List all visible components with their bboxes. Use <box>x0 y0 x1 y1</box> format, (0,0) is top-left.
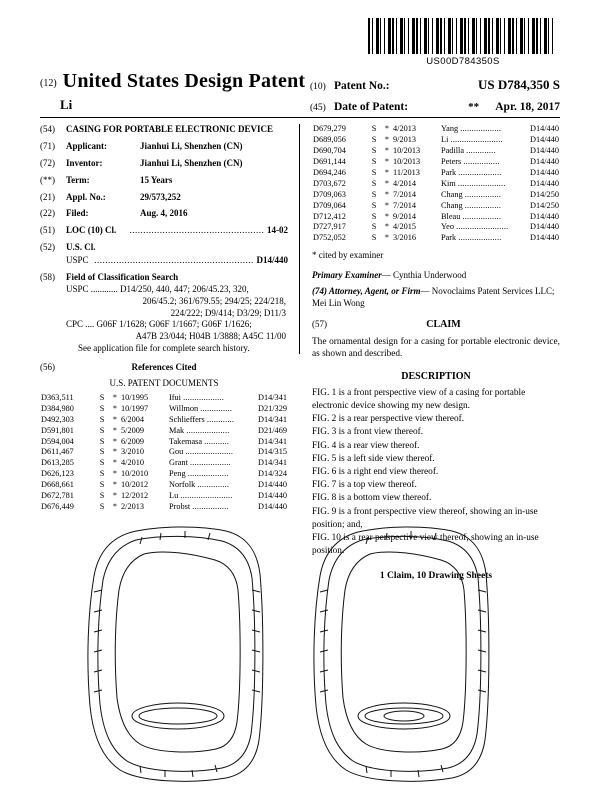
ref-date: 6/2009 <box>121 436 145 446</box>
references-table-right <box>312 124 560 244</box>
table-row <box>40 404 288 415</box>
date-stars: ** <box>468 101 480 113</box>
ref-date: 4/2013 <box>393 124 417 133</box>
table-row <box>312 201 560 212</box>
ref-kind: S <box>99 469 105 479</box>
ref-kind: S <box>99 458 105 468</box>
table-row <box>40 447 288 458</box>
figure-4: FIG. 4 is a rear view thereof. <box>312 440 420 451</box>
table-row <box>40 458 288 469</box>
field-tag: (21) <box>40 191 55 202</box>
figure-9: FIG. 9 is a front perspective view thereof, showing an in-use position; and, <box>312 506 538 530</box>
ref-date: 12/2012 <box>121 491 149 501</box>
ref-class: D14/341 <box>257 458 287 468</box>
field-value: 14-02 <box>267 225 288 236</box>
ref-date: 2/2013 <box>121 502 145 512</box>
ref-class: D14/440 <box>529 178 559 188</box>
ref-name-cell <box>168 458 244 469</box>
ref-kind: S <box>99 392 105 402</box>
ref-name-cell <box>168 426 244 437</box>
claim-count: 1 Claim, 10 Drawing Sheets <box>379 571 493 582</box>
ref-dots: ................ <box>192 502 229 512</box>
references-table-left <box>40 393 288 513</box>
ref-name: Park <box>441 233 457 243</box>
ref-star: * <box>112 425 118 435</box>
ref-name-cell <box>168 404 244 415</box>
field-tag: (54) <box>40 124 55 134</box>
page-title: United States Design Patent <box>62 70 306 92</box>
ref-name: Grant <box>169 458 188 468</box>
ref-star: * <box>384 178 390 188</box>
ref-dots: ............. <box>466 145 496 155</box>
claim-text: The ornamental design for a casing for portable electronic device, as shown and described. <box>312 336 560 360</box>
ref-date: 9/2014 <box>393 211 417 221</box>
ref-star: * <box>112 458 118 468</box>
ref-name: Li <box>441 134 449 144</box>
primary-examiner-label: Primary Examiner <box>312 270 382 281</box>
drawing-area <box>40 520 560 785</box>
ref-kind: S <box>99 425 105 435</box>
table-row <box>312 135 560 146</box>
table-row <box>312 146 560 157</box>
references-heading: References Cited <box>131 362 197 372</box>
search-note: See application file for complete search history. <box>78 343 250 354</box>
ref-class: D14/250 <box>529 189 559 199</box>
ref-date: 10/2012 <box>121 480 149 490</box>
ref-kind: S <box>371 178 377 188</box>
column-divider <box>299 124 300 354</box>
ref-class: D14/440 <box>529 233 559 243</box>
ref-star: * <box>112 403 118 413</box>
table-row <box>40 480 288 491</box>
figure-3: FIG. 3 is a front view thereof. <box>312 427 424 438</box>
field-value: Jianhui Li, Shenzhen (CN) <box>140 140 243 151</box>
field-value: CASING FOR PORTABLE ELECTRONIC DEVICE <box>66 124 274 134</box>
ref-patent: D694,246 <box>313 167 346 177</box>
ref-star: * <box>384 233 390 243</box>
ref-name-cell <box>440 124 516 135</box>
field-label: Applicant: <box>66 140 108 151</box>
ref-date: 10/1997 <box>121 403 149 413</box>
primary-examiner-value: — Cynthia Underwood <box>381 270 467 281</box>
ref-star: * <box>384 145 390 155</box>
attorney-label: (74) Attorney, Agent, or Firm <box>312 286 421 297</box>
figure-5: FIG. 5 is a left side view thereof. <box>312 453 435 464</box>
references-subheading: U.S. PATENT DOCUMENTS <box>109 377 219 388</box>
ref-patent: D668,661 <box>41 480 74 490</box>
ref-kind: S <box>371 189 377 199</box>
ref-name: Schlieffers <box>169 414 205 424</box>
ref-name-cell <box>440 212 516 223</box>
ref-dots: ....................... <box>456 222 509 232</box>
ref-patent: D363,511 <box>41 392 74 402</box>
field-label: LOC (10) Cl. <box>66 225 117 236</box>
inventor-short: Li <box>60 97 73 112</box>
ref-dots: ................ <box>463 156 500 166</box>
ref-dots: .................. <box>187 469 229 479</box>
ref-patent: D591,801 <box>41 425 74 435</box>
ref-dots: .................. <box>183 392 224 402</box>
ref-kind: S <box>371 211 377 221</box>
ref-date: 10/2010 <box>121 469 149 479</box>
search-cpc-line2: A47B 23/044; H04B 1/3888; A45C 11/00 <box>135 331 286 342</box>
ref-patent: D709,064 <box>313 200 346 210</box>
drawing-left-figure <box>88 527 263 781</box>
refs-right-body <box>312 124 560 244</box>
ref-name: Gou <box>169 447 184 457</box>
field-value: Jianhui Li, Shenzhen (CN) <box>140 157 243 168</box>
ref-date: 7/2014 <box>393 200 417 210</box>
ref-star: * <box>384 189 390 199</box>
field-appl-no <box>40 192 288 204</box>
drawing-right-figure <box>314 527 489 781</box>
ref-date: 6/2004 <box>121 414 145 424</box>
field-label: Inventor: <box>66 157 103 168</box>
ref-class: D14/341 <box>257 436 287 446</box>
field-label: Term: <box>66 174 90 185</box>
ref-date: 7/2014 <box>393 189 417 199</box>
ref-patent: D703,672 <box>313 178 346 188</box>
ref-date: 5/2009 <box>121 425 145 435</box>
table-row <box>312 212 560 223</box>
ref-name-cell <box>440 222 516 233</box>
ref-kind: S <box>99 414 105 424</box>
ref-dots: ................... <box>186 425 230 435</box>
field-references <box>40 362 288 374</box>
ref-name: Takemasa <box>169 436 203 446</box>
table-row <box>312 233 560 244</box>
ref-date: 3/2010 <box>121 447 145 457</box>
ref-kind: S <box>99 436 105 446</box>
ref-class: D14/440 <box>529 211 559 221</box>
field-loc-cl <box>40 225 288 237</box>
field-label: U.S. Cl. <box>66 242 96 253</box>
ref-star: * <box>384 124 390 133</box>
ref-date: 4/2015 <box>393 222 417 232</box>
ref-dots: .............. <box>197 480 230 490</box>
field-tag: (**) <box>40 174 55 185</box>
ref-star: * <box>384 156 390 166</box>
ref-class: D21/329 <box>257 403 287 413</box>
ref-name: Willmon <box>169 403 199 413</box>
search-uspc-line3: 224/222; D9/414; D3/29; D11/3 <box>170 307 286 318</box>
ref-star: * <box>384 222 390 232</box>
patent-no-label: Patent No.: <box>334 80 390 92</box>
ref-dots: ....................... <box>180 491 233 501</box>
ref-date: 9/2013 <box>393 134 417 144</box>
field-label: Filed: <box>66 208 89 219</box>
ref-name: Mak <box>169 425 185 435</box>
ref-name-cell <box>168 469 244 480</box>
patent-no-code: (10) <box>310 82 326 92</box>
ref-kind: S <box>371 167 377 177</box>
table-row <box>40 393 288 404</box>
ref-star: * <box>112 480 118 490</box>
ref-patent: D712,412 <box>313 211 346 221</box>
ref-patent: D709,063 <box>313 189 346 199</box>
ref-class: D21/469 <box>257 425 287 435</box>
ref-name-cell <box>440 201 516 212</box>
title-block <box>40 70 560 118</box>
ref-star: * <box>112 447 118 457</box>
field-term <box>40 175 288 187</box>
ref-dots: ..................... <box>185 447 234 457</box>
ref-patent: D626,123 <box>41 469 74 479</box>
ref-class: D14/440 <box>257 491 287 501</box>
table-row <box>312 222 560 233</box>
figure-8: FIG. 8 is a bottom view thereof. <box>312 493 432 504</box>
field-search <box>40 272 288 284</box>
field-tag: (22) <box>40 208 55 219</box>
field-filed <box>40 208 288 220</box>
ref-date: 10/2013 <box>393 156 421 166</box>
ref-kind: S <box>99 447 105 457</box>
ref-star: * <box>112 414 118 424</box>
table-row <box>40 469 288 480</box>
ref-name: Probst <box>169 502 191 512</box>
ref-class: D14/440 <box>529 156 559 166</box>
ref-name: Norfolk <box>169 480 196 490</box>
ref-name-cell <box>440 190 516 201</box>
ref-patent: D492,303 <box>41 414 74 424</box>
ref-dots: ................... <box>458 233 502 243</box>
ref-name: Bleau <box>441 211 461 221</box>
table-row <box>40 415 288 426</box>
ref-star: * <box>112 469 118 479</box>
bibliographic-columns <box>40 124 560 582</box>
field-tag: (52) <box>40 242 55 253</box>
ref-class: D14/440 <box>529 124 559 133</box>
patent-no-value: US D784,350 S <box>478 77 560 92</box>
ref-class: D14/440 <box>529 222 559 232</box>
ref-name-cell <box>440 146 516 157</box>
ref-dots: ................ <box>464 189 502 199</box>
date-code: (45) <box>310 103 326 113</box>
ref-patent: D689,056 <box>313 134 346 144</box>
ref-star: * <box>112 392 118 402</box>
table-row <box>312 124 560 135</box>
ref-patent: D679,279 <box>313 124 346 133</box>
ref-dots: .................. <box>460 124 502 133</box>
ref-class: D14/341 <box>257 414 287 424</box>
ref-name: Peng <box>169 469 186 479</box>
ref-star: * <box>384 200 390 210</box>
field-search-body <box>66 284 288 355</box>
ref-name-cell <box>440 157 516 168</box>
claim-header-row <box>312 318 560 331</box>
ref-kind: S <box>99 502 105 512</box>
field-label: Appl. No.: <box>66 191 106 202</box>
ref-kind: S <box>371 124 377 133</box>
ref-date: 4/2014 <box>393 178 417 188</box>
field-label: Field of Classification Search <box>66 271 179 282</box>
field-title <box>40 124 288 136</box>
ref-dots: ................. <box>462 211 502 221</box>
ref-date: 3/2016 <box>393 233 417 243</box>
figure-2: FIG. 2 is a rear perspective view thereof. <box>312 414 465 425</box>
ref-dots: ..................... <box>457 178 506 188</box>
claim-tag: (57) <box>312 319 327 330</box>
ref-name-cell <box>168 480 244 491</box>
ref-kind: S <box>99 403 105 413</box>
ref-name-cell <box>168 415 244 426</box>
ref-patent: D690,704 <box>313 145 346 155</box>
cited-by-examiner: * cited by examiner <box>312 250 384 261</box>
ref-name: Padilla <box>441 145 465 155</box>
figure-10: FIG. 10 is a rear perspective view thereof, showing an in-use position. <box>312 532 539 557</box>
field-value: 29/573,252 <box>140 191 181 202</box>
ref-class: D14/315 <box>257 447 287 457</box>
ref-name: Kim <box>441 178 456 188</box>
ref-name: Lu <box>169 491 179 501</box>
search-cpc-line1: CPC .... G06F 1/1628; G06F 1/1667; G06F 1/1626; <box>66 319 252 330</box>
field-applicant <box>40 141 288 153</box>
table-row <box>312 190 560 201</box>
ref-patent: D727,917 <box>313 222 346 232</box>
left-column <box>40 124 288 513</box>
attorney-line <box>312 285 560 309</box>
ref-dots: ....................... <box>450 134 503 144</box>
ref-name: Yang <box>441 124 459 133</box>
ref-dots: ................ <box>464 200 502 210</box>
search-uspc-line1: USPC ............ D14/250, 440, 447; 206/45.23, 320, <box>66 283 249 294</box>
ref-kind: S <box>371 233 377 243</box>
ref-patent: D611,467 <box>41 447 74 457</box>
field-us-cl <box>40 242 288 254</box>
field-dots: ................................................. <box>126 225 267 236</box>
ref-name-cell <box>440 135 516 146</box>
description-heading: DESCRIPTION <box>401 370 471 382</box>
ref-dots: ................... <box>458 167 502 177</box>
barcode-number: US00D784350S <box>426 56 500 67</box>
right-column <box>312 124 560 583</box>
ref-name-cell <box>168 491 244 502</box>
ref-class: D14/440 <box>257 502 287 512</box>
field-tag: (51) <box>40 225 55 236</box>
ref-date: 11/2013 <box>393 167 420 177</box>
ref-name-cell <box>168 393 244 404</box>
ref-kind: S <box>371 134 377 144</box>
figure-6: FIG. 6 is a right end view thereof. <box>312 466 439 477</box>
table-row <box>40 491 288 502</box>
figure-7: FIG. 7 is a top view thereof. <box>312 480 417 491</box>
ref-dots: ........... <box>204 436 230 446</box>
ref-class: D14/440 <box>529 167 559 177</box>
ref-class: D14/440 <box>257 480 287 490</box>
ref-date: 4/2010 <box>121 458 145 468</box>
field-inventor <box>40 158 288 170</box>
ref-kind: S <box>371 145 377 155</box>
ref-star: * <box>112 436 118 446</box>
ref-kind: S <box>371 200 377 210</box>
table-row <box>40 426 288 437</box>
ref-star: * <box>112 491 118 501</box>
figure-1: FIG. 1 is a front perspective view of a casing for portable electronic device showing my new design. <box>312 387 526 411</box>
ref-name: Ifui <box>169 392 181 402</box>
field-tag: (72) <box>40 157 55 168</box>
table-row <box>312 179 560 190</box>
title-rule <box>40 117 560 118</box>
table-row <box>40 437 288 448</box>
ref-name-cell <box>168 437 244 448</box>
barcode-block <box>368 18 558 67</box>
field-tag: (56) <box>40 362 55 372</box>
field-dots: .......................................................... <box>91 255 257 265</box>
ref-name-cell <box>440 179 516 190</box>
ref-name: Yeo <box>441 222 454 232</box>
ref-name: Chang <box>441 200 463 210</box>
ref-kind: S <box>371 222 377 232</box>
casing-drawing <box>40 520 560 785</box>
ref-dots: ............ <box>206 414 235 424</box>
table-row <box>312 168 560 179</box>
ref-name: Chang <box>441 189 463 199</box>
field-uspc <box>40 255 288 267</box>
ref-date: 10/1995 <box>121 392 149 402</box>
ref-kind: S <box>99 491 105 501</box>
ref-star: * <box>384 134 390 144</box>
field-value: Aug. 4, 2016 <box>140 208 188 219</box>
ref-date: 10/2013 <box>393 145 421 155</box>
ref-class: D14/341 <box>257 392 287 402</box>
ref-patent: D752,052 <box>313 233 346 243</box>
ref-patent: D691,144 <box>313 156 346 166</box>
field-value: D14/440 <box>256 255 288 265</box>
ref-name-cell <box>440 168 516 179</box>
ref-name: Peters <box>441 156 462 166</box>
ref-patent: D594,004 <box>41 436 74 446</box>
ref-star: * <box>384 167 390 177</box>
ref-dots: .............. <box>200 403 233 413</box>
ref-kind: S <box>371 156 377 166</box>
attorney-value: — Novoclaims Patent Services LLC; Mei Lin Wong <box>312 286 555 309</box>
barcode-image <box>368 18 556 54</box>
ref-star: * <box>112 502 118 512</box>
primary-examiner <box>312 270 560 282</box>
field-tag: (71) <box>40 140 55 151</box>
ref-class: D14/440 <box>529 145 559 155</box>
ref-name: Park <box>441 167 457 177</box>
date-value: Apr. 18, 2017 <box>495 101 560 113</box>
search-uspc-line2: 206/45.2; 361/679.55; 294/25; 224/218, <box>142 295 286 306</box>
ref-dots: .................. <box>189 458 231 468</box>
ref-class: D14/250 <box>529 200 559 210</box>
ref-name-cell <box>440 233 516 244</box>
ref-name-cell <box>168 502 244 513</box>
ref-patent: D676,449 <box>41 502 74 512</box>
table-row <box>40 502 288 513</box>
table-row <box>312 157 560 168</box>
ref-kind: S <box>99 480 105 490</box>
field-value: 15 Years <box>140 174 173 185</box>
ref-patent: D384,980 <box>41 403 74 413</box>
date-label: Date of Patent: <box>334 101 409 113</box>
field-tag: (58) <box>40 271 55 282</box>
field-label: USPC <box>66 255 89 265</box>
ref-class: D14/440 <box>529 134 559 144</box>
claim-heading: CLAIM <box>426 319 461 331</box>
ref-name-cell <box>168 447 244 458</box>
ref-patent: D672,781 <box>41 491 74 501</box>
refs-left-body <box>40 393 288 513</box>
ref-patent: D613,285 <box>41 458 74 468</box>
ref-class: D14/324 <box>257 469 287 479</box>
code-12: (12) <box>40 78 57 89</box>
ref-star: * <box>384 211 390 221</box>
